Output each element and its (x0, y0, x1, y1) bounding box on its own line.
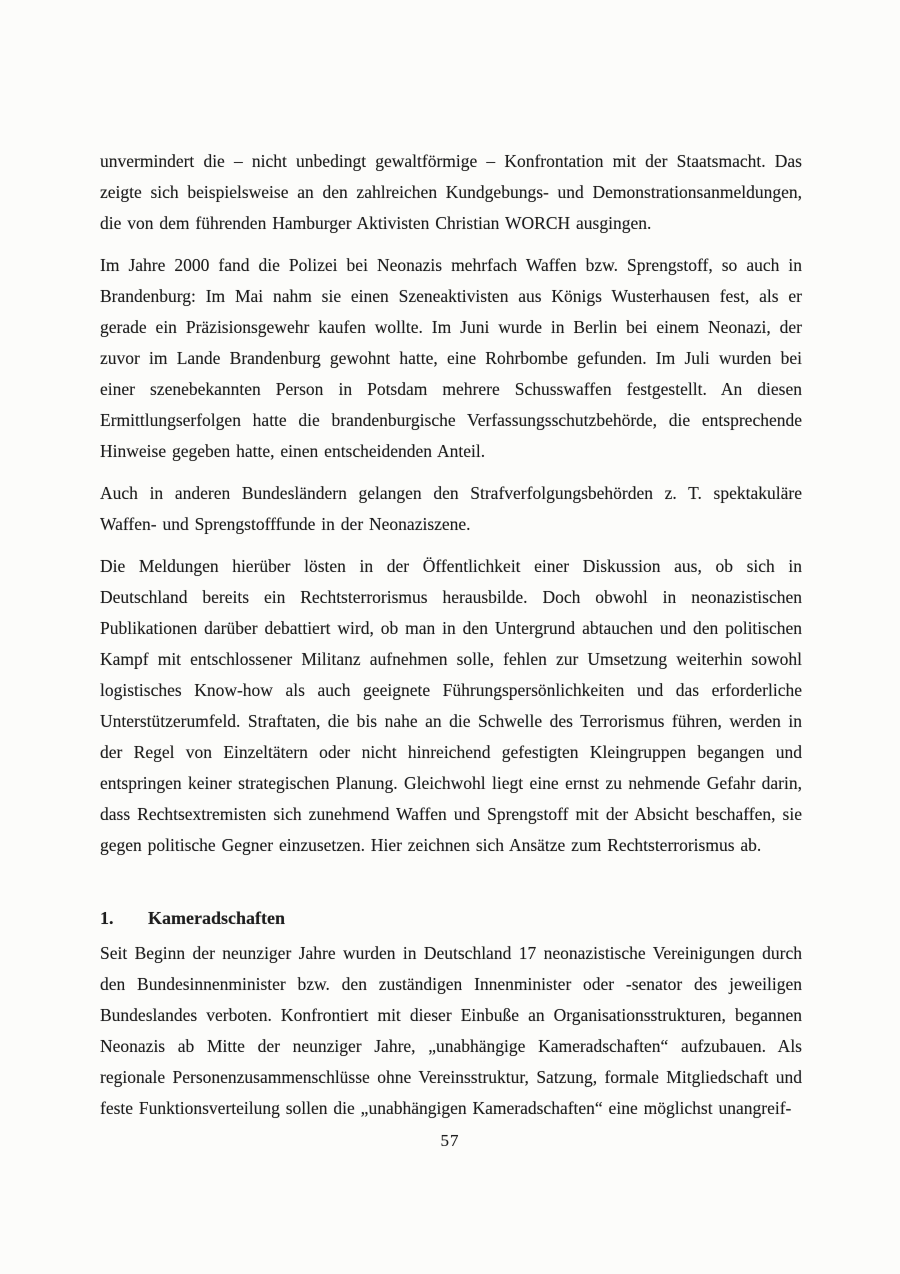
section-heading-number: 1. (100, 908, 114, 928)
page-text-block (100, 146, 802, 1135)
paragraph-weapons-finds-brandenburg: Im Jahre 2000 fand die Polizei bei Neonazis mehrfach Waffen bzw. Sprengstoff, so auch in Brandenburg: Im Mai nahm sie einen Szeneaktivisten aus Königs Wusterhausen fest, als er gerade ein Präzisionsgewehr kaufen wollte. Im Juni wurde in Berlin bei einem Neonazi, der zuvor im Lande Brandenburg gewohnt hatte, eine Rohrbombe gefunden. Im Juli wurden bei einer szenebekannten Person in Potsdam mehrere Schusswaffen festgestellt. An diesen Ermittlungserfolgen hatte die brandenburgische Verfassungsschutzbehörde, die entsprechende Hinweise gegeben hatte, einen entscheidenden Anteil. (100, 255, 802, 461)
paragraph-rechtsterrorismus-discussion: Die Meldungen hierüber lösten in der Öffentlichkeit einer Diskussion aus, ob sich in Deutschland bereits ein Rechtsterrorismus herausbilde. Doch obwohl in neonazistischen Publikationen darüber debattiert wird, ob man in den Untergrund abtauchen und den politischen Kampf mit entschlossener Militanz aufnehmen solle, fehlen zur Umsetzung weiterhin sowohl logistisches Know-how als auch geeignete Führungspersönlichkeiten und das erforderliche Unterstützerumfeld. Straftaten, die bis nahe an die Schwelle des Terrorismus führen, werden in der Regel von Einzeltätern oder nicht hinreichend gefestigten Kleingruppen begangen und entspringen keiner strategischen Planung. Gleichwohl liegt eine ernst zu nehmende Gefahr darin, dass Rechtsextremisten sich zunehmend Waffen und Sprengstoff mit der Absicht beschaffen, sie gegen politische Gegner einzusetzen. Hier zeichnen sich Ansätze zum Rechtsterrorismus ab. (100, 556, 802, 855)
section-heading-title: Kameradschaften (148, 908, 285, 928)
page-number: 57 (440, 1131, 460, 1150)
paragraph-other-states: Auch in anderen Bundesländern gelangen den Strafverfolgungsbehörden z. T. spektakuläre Waffen- und Sprengstofffunde in der Neonaziszene. (100, 483, 802, 534)
paragraph-continuation: unvermindert die – nicht unbedingt gewaltförmige – Konfrontation mit der Staatsmacht. Das zeigte sich beispielsweise an den zahlreichen Kundgebungs- und Demonstrationsanmeldungen, die von dem führenden Hamburger Aktivisten Christian WORCH ausgingen. (100, 151, 802, 233)
section-heading (100, 903, 802, 934)
paragraph-kameradschaften: Seit Beginn der neunziger Jahre wurden in Deutschland 17 neonazistische Vereinigungen durch den Bundesinnenminister bzw. den zuständigen Innenminister oder -senator des jeweiligen Bundeslandes verboten. Konfrontiert mit dieser Einbuße an Organisationsstrukturen, begannen Neonazis ab Mitte der neunziger Jahre, „unabhängige Kameradschaften“ aufzubauen. Als regionale Personenzusammenschlüsse ohne Vereinsstruktur, Satzung, formale Mitgliedschaft und feste Funktionsverteilung sollen die „unabhängigen Kameradschaften“ eine möglichst unangreif- (100, 943, 802, 1118)
